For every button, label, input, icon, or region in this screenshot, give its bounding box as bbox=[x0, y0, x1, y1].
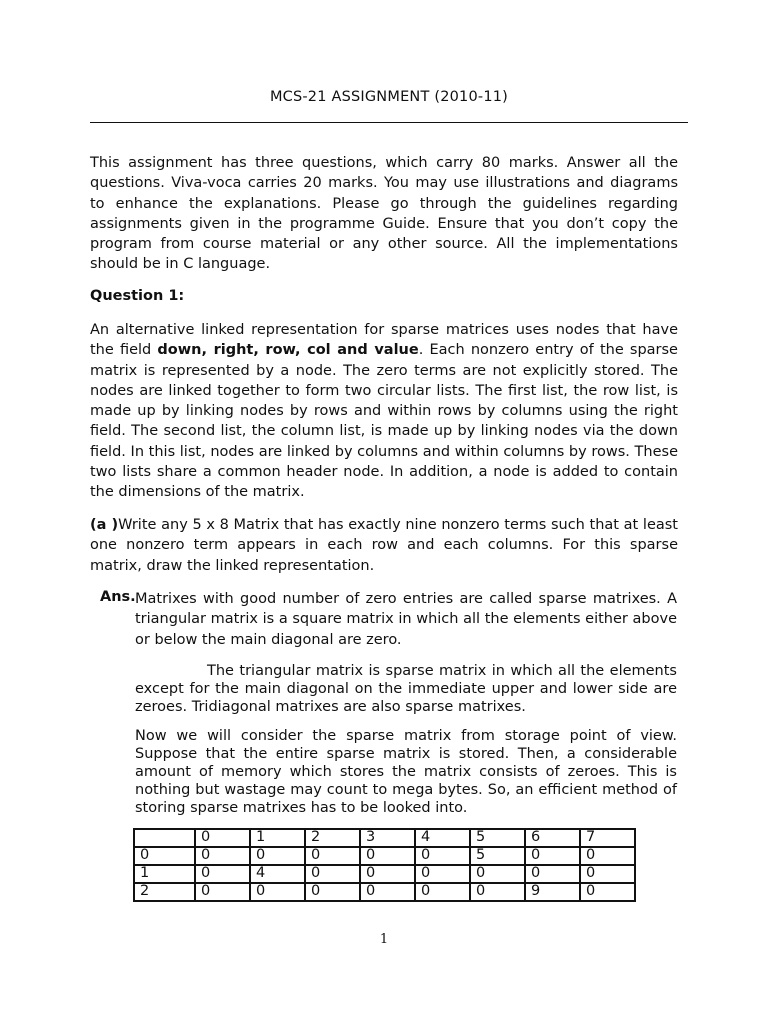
table-cell: 0 bbox=[250, 883, 305, 901]
table-cell: 0 bbox=[580, 883, 635, 901]
table-cell: 5 bbox=[470, 829, 525, 847]
answer-paragraph-2: The triangular matrix is sparse matrix in which all the elements except for the main diagonal on the immediate upper and lower side are zeroes. Tridiagonal matrixes are also sparse matrixes. bbox=[135, 663, 677, 715]
answer-p1-text: Matrixes with good number of zero entries are called sparse matrixes. A triangular matrix is a square matrix in which all the elements either above or below the main diagonal are zero. bbox=[135, 591, 677, 648]
table-cell: 5 bbox=[470, 847, 525, 865]
page-number: 1 bbox=[379, 932, 389, 947]
part-a-label: (a ) bbox=[90, 517, 119, 533]
table-cell: 0 bbox=[134, 847, 195, 865]
question-text-pre: An alternative linked representation for sparse matrices uses nodes that have the field bbox=[90, 322, 678, 359]
table-cell bbox=[134, 829, 195, 847]
table-cell: 1 bbox=[134, 865, 195, 883]
table-cell: 0 bbox=[470, 883, 525, 901]
table-cell: 4 bbox=[415, 829, 470, 847]
part-a-paragraph bbox=[90, 515, 678, 576]
table-cell: 4 bbox=[250, 865, 305, 883]
question-text-post: . Each nonzero entry of the sparse matrix is represented by a node. The zero terms are not explicitly stored. The nodes are linked together to form two circular lists. The first list, the row list, is made up by linking nodes by rows and within rows by columns using the right field. The second list, the column list, is made up by linking nodes via the down field. In this list, nodes are linked by columns and within columns by rows. These two lists share a common header node. In addition, a node is added to contain the dimensions of the matrix. bbox=[90, 342, 678, 501]
table-cell: 0 bbox=[195, 829, 250, 847]
table-cell: 0 bbox=[525, 865, 580, 883]
question-heading: Question 1: bbox=[90, 288, 185, 304]
table-cell: 0 bbox=[525, 847, 580, 865]
answer-label: Ans. bbox=[100, 589, 136, 605]
table-row bbox=[134, 847, 635, 865]
part-a-text: Write any 5 x 8 Matrix that has exactly nine nonzero terms such that at least one nonzero term appears in each row and each columns. For this sparse matrix, draw the linked representation. bbox=[90, 517, 678, 574]
question-text-bold: down, right, row, col and value bbox=[157, 342, 419, 359]
table-cell: 9 bbox=[525, 883, 580, 901]
table-cell: 0 bbox=[360, 865, 415, 883]
table-cell: 0 bbox=[580, 865, 635, 883]
table-cell: 0 bbox=[360, 883, 415, 901]
title-divider bbox=[90, 122, 688, 123]
table-cell: 6 bbox=[525, 829, 580, 847]
table-cell: 1 bbox=[250, 829, 305, 847]
table-cell: 0 bbox=[360, 847, 415, 865]
table-cell: 2 bbox=[134, 883, 195, 901]
table-cell: 0 bbox=[250, 847, 305, 865]
table-cell: 0 bbox=[470, 865, 525, 883]
table-cell: 0 bbox=[305, 865, 360, 883]
page-title: MCS-21 ASSIGNMENT (2010-11) bbox=[269, 89, 509, 105]
intro-paragraph: This assignment has three questions, which carry 80 marks. Answer all the questions. Viva-voca carries 20 marks. You may use illustrations and diagrams to enhance the explanations. Please go through the guidelines regarding assignments given in the programme Guide. Ensure that you don’t copy the program from course material or any other source. All the implementations should be in C language. bbox=[90, 155, 678, 273]
table-header-row bbox=[134, 829, 635, 847]
sparse-matrix-table bbox=[133, 828, 636, 902]
table-cell: 0 bbox=[580, 847, 635, 865]
table-cell: 3 bbox=[360, 829, 415, 847]
answer-paragraph-3: Now we will consider the sparse matrix from storage point of view. Suppose that the entire sparse matrix is stored. Then, a considerable amount of memory which stores the matrix consists of zeroes. This is nothing but wastage may count to mega bytes. So, an efficient method of storing sparse matrixes has to be looked into. bbox=[135, 728, 677, 816]
table-cell: 0 bbox=[305, 847, 360, 865]
answer-paragraph-1 bbox=[135, 589, 677, 650]
table-cell: 0 bbox=[195, 865, 250, 883]
table-cell: 0 bbox=[415, 847, 470, 865]
table-cell: 0 bbox=[195, 847, 250, 865]
table-cell: 0 bbox=[415, 865, 470, 883]
table-cell: 2 bbox=[305, 829, 360, 847]
table-row bbox=[134, 883, 635, 901]
question-paragraph bbox=[90, 320, 678, 503]
table-row bbox=[134, 865, 635, 883]
table-cell: 0 bbox=[195, 883, 250, 901]
table-cell: 0 bbox=[305, 883, 360, 901]
table-cell: 0 bbox=[415, 883, 470, 901]
table-cell: 7 bbox=[580, 829, 635, 847]
